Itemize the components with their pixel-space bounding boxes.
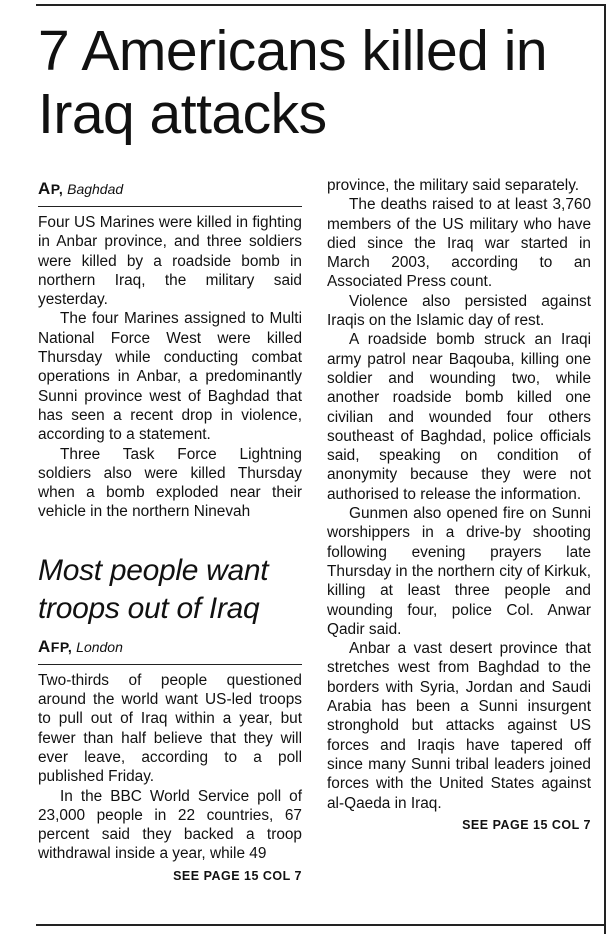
story1-continuation-paragraph: A roadside bomb struck an Iraqi army patrol near Baqouba, killing one soldier and wounding two, while another roadside bomb killed one civilian and wounded four others southeast of Baghdad, police officials said, speaking on condition of anonymity because they were not authorised to release the information. [327,331,591,503]
story1-jump-line: SEE PAGE 15 COL 7 [462,817,591,832]
story1-agency-initial: A [38,179,51,198]
story1-agency-rest: P, [50,181,64,197]
story2-agency [38,636,73,656]
story1-continuation-paragraph: Gunmen also opened fire on Sunni worshippers in a drive-by shooting following evening prayers late Thursday in the northern city of Kirkuk, killing at least three people and wounding four, police Col. Anwar Qadir said. [327,505,591,638]
story1-dateline: Baghdad [67,181,124,197]
story2-agency-initial: A [38,636,51,656]
story1-paragraph: Three Task Force Lightning soldiers also were killed Thursday when a bomb exploded near their vehicle in the northern Ninevah [38,445,302,521]
story1-paragraph: Four US Marines were killed in fighting in Anbar province, and three soldiers were killed by a roadside bomb in northern Iraq, the military said yesterday. [38,214,302,309]
story1-continuation-paragraph: province, the military said separately. [327,177,580,194]
story2-paragraph: Two-thirds of people questioned around the world want US-led troops to pull out of Iraq within a year, but fewer than half believe that they will ever leave, according to a poll published Friday. [38,671,302,786]
story1-agency [38,181,63,197]
story2-agency-rest: FP, [50,638,73,655]
bottom-rule [36,924,606,926]
right-column [327,176,591,833]
story2-headline: Most people want troops out of Iraq [38,553,269,625]
story2-dateline: London [76,638,123,655]
story1-continuation-paragraph: Anbar a vast desert province that stretches west from Baghdad to the borders with Syria, Jordan and Saudi Arabia has been a Sunni insurgent stronghold but attacks against US forces and Iraqis have tapered off since many Sunni tribal leaders joined forces with the United States against al-Qaeda in Iraq. [327,640,591,812]
story1-paragraph: The four Marines assigned to Multi National Force West were killed Thursday while conducting combat operations in Anbar, a predominantly Sunni province west of Baghdad that has seen a recent drop in violence, according to a statement. [38,310,302,444]
main-headline: 7 Americans killed in Iraq attacks [38,19,548,146]
story2-paragraph: In the BBC World Service poll of 23,000 people in 22 countries, 67 percent said they backed a troop withdrawal inside a year, while 49 [38,787,302,863]
story2-jump-line: SEE PAGE 15 COL 7 [173,868,302,883]
left-column [38,176,302,884]
top-rule [36,4,606,6]
story1-byline [38,180,302,198]
story1-continuation-paragraph: Violence also persisted against Iraqis on the Islamic day of rest. [327,292,591,330]
story2-byline [38,638,302,656]
story1-byline-rule [38,206,302,207]
story2-byline-rule [38,664,302,665]
story1-continuation-paragraph: The deaths raised to at least 3,760 members of the US military who have died since the Iraq war started in March 2003, according to an Associated Press count. [327,196,591,291]
